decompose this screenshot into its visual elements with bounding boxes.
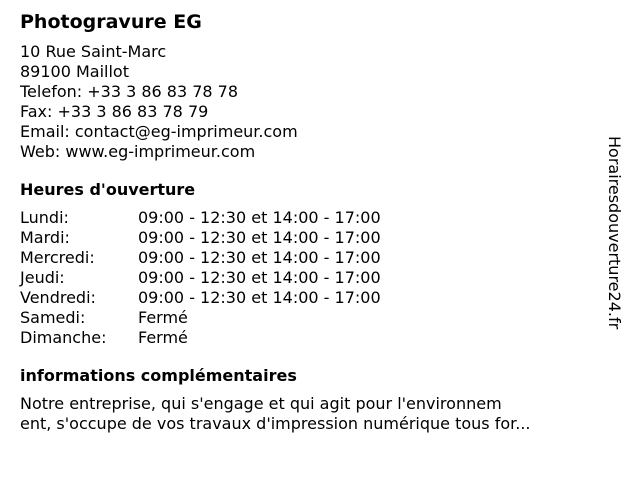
day-hours: 09:00 - 12:30 et 14:00 - 17:00 [138, 248, 381, 267]
day-label: Lundi: [20, 208, 69, 227]
day-label: Dimanche: [20, 328, 107, 347]
hours-row-thursday [20, 268, 600, 288]
address-city: 89100 Maillot [20, 62, 129, 81]
day-hours: 09:00 - 12:30 et 14:00 - 17:00 [138, 228, 381, 247]
day-label: Mercredi: [20, 248, 95, 267]
hours-row-saturday [20, 308, 600, 328]
day-label: Mardi: [20, 228, 70, 247]
day-hours: Fermé [138, 308, 188, 327]
additional-info-text [20, 394, 580, 434]
info-text-line: Notre entreprise, qui s'engage et qui agit pour l'environnem [20, 394, 502, 413]
opening-hours-table [20, 208, 600, 348]
info-text-line: ent, s'occupe de vos travaux d'impression numérique tous for... [20, 414, 531, 433]
email-address: Email: contact@eg-imprimeur.com [20, 122, 298, 141]
day-label: Jeudi: [20, 268, 65, 287]
address-street: 10 Rue Saint-Marc [20, 42, 167, 61]
opening-hours-heading: Heures d'ouverture [20, 180, 196, 199]
additional-info-heading: informations complémentaires [20, 366, 297, 385]
website-address: Web: www.eg-imprimeur.com [20, 142, 256, 161]
hours-row-sunday [20, 328, 600, 348]
hours-row-monday [20, 208, 600, 228]
business-card [20, 10, 600, 434]
hours-row-wednesday [20, 248, 600, 268]
hours-row-tuesday [20, 228, 600, 248]
day-hours: 09:00 - 12:30 et 14:00 - 17:00 [138, 268, 381, 287]
day-hours: 09:00 - 12:30 et 14:00 - 17:00 [138, 288, 381, 307]
day-hours: 09:00 - 12:30 et 14:00 - 17:00 [138, 208, 381, 227]
contact-block [20, 42, 600, 162]
day-hours: Fermé [138, 328, 188, 347]
hours-row-friday [20, 288, 600, 308]
business-name: Photogravure EG [20, 11, 202, 33]
day-label: Samedi: [20, 308, 86, 327]
day-label: Vendredi: [20, 288, 96, 307]
fax-number: Fax: +33 3 86 83 78 79 [20, 102, 209, 121]
phone-number: Telefon: +33 3 86 83 78 78 [20, 82, 239, 101]
watermark-text: Horairesdouverture24.fr [605, 136, 624, 330]
